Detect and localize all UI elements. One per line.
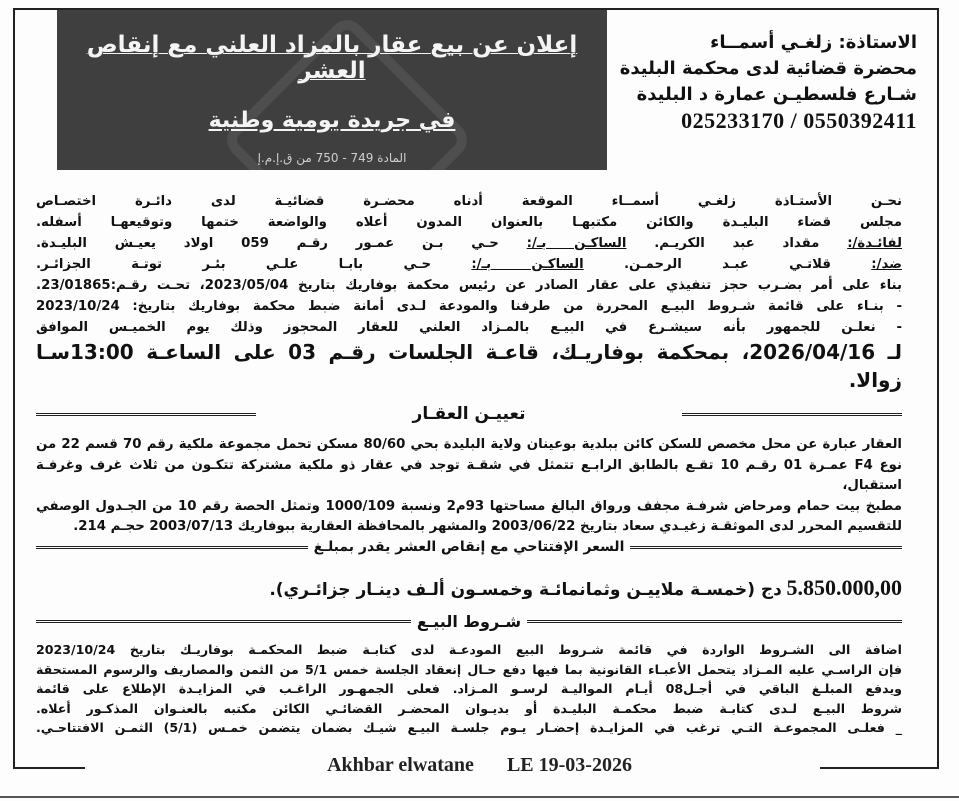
notice-title: إعلان عن بيع عقار بالمزاد العلني مع إنقاص العشر <box>86 32 578 84</box>
heading-rule <box>682 413 902 416</box>
procedure-line: - بنـاء على قائمة شـروط البيـع المحررة من طرفنا والمودعة لـدى أمانة ضبط محكمة بوفاريك بتاريخ: 2023/10/24 <box>36 299 902 314</box>
heading-rule <box>36 413 256 416</box>
conditions-line: _ فعلـى المجموعـة التـي ترغب في المزايـدة إحضـار يـوم جلسـة البيـع شيـك بضمان يتضمن خمـس (5/1) الثمـن الافتتاحـي. <box>36 720 902 736</box>
price-amount: 5.850.000,00 <box>786 575 902 600</box>
notice-subtitle: في جريدة يومية وطنية <box>208 108 456 133</box>
procedure-line: - نعلـن للجمهور بأنه سيشـرع في البيـع بالمـزاد العلني للعقار المحجوز وذلك يوم الخميـس الموافق <box>36 320 902 335</box>
price-line <box>36 575 902 602</box>
procedure-line: بناء على أمر بضـرب حجز تنفيذي على عقار الصادر عن رئيس محكمة بوفاريك بتاريخ 2023/05/04، تحـت رقـم:23/01865. <box>36 278 902 293</box>
conditions-line: شروط البيـع لـدى كتابـة ضبط محكمـة البليـدة أو بديـوان المحضـر القضائـي الكائن مكتبه بالعنـوان المذكـور أعلاه. <box>36 700 902 716</box>
property-line: العقار عبارة عن محل مخصص للسكن كائن ببلدية بوعينان ولاية البليدة بحي 80/60 مسكن تحمل مجموعة ملكية رقم 70 قسم 22 من <box>36 437 902 452</box>
price-heading: السعر الإفتتاحي مع إنقاص العشر يقدر بمبلـغ <box>313 539 625 555</box>
beneficiary-line <box>36 233 902 254</box>
auction-date-line: لـ 2026/04/16، بمحكمة بوفاريـك، قاعـة الجلسات رقـم 03 على الساعـة 13:00سـا زوالا. <box>36 340 903 392</box>
publication-footer <box>0 754 959 777</box>
price-heading-row <box>36 539 902 555</box>
property-line: للتقسيم المحرر لدى الموثقـة زغيـدي سعاد بتاريخ 2003/06/22 والمشهر بالمحافظة العقارية ببوفاريك 2003/07/13 حجـم 214. <box>73 519 902 534</box>
heading-rule <box>630 546 902 549</box>
beneficiary-label: لفائـدة/: <box>847 236 902 251</box>
against-line <box>36 254 902 275</box>
conditions-line: اضافة الى الشـروط الواردة في قائمة شـروط البيع المودعـة لدى كتابـة ضبط المحكمـة بوفاريـك بتاريخ 2023/10/24 <box>36 642 902 657</box>
bailiff-title: محضرة قضائية لدى محكمة البليدة <box>619 58 917 79</box>
conditions-heading-wrap <box>36 612 902 631</box>
conditions-heading-row <box>36 612 902 631</box>
newspaper-name: Akhbar elwatane <box>327 754 474 776</box>
against-resides-label: الساكـن بـ/: <box>471 257 584 272</box>
property-line: نوع F4 عمـرة 01 رقـم 10 تقـع بالطابق الرابـع تتمثل في شقـة توجد في عقار ذو ملكية مشتركة تتكـون من ثلاث غرف وغرفـة استقبال، <box>36 457 902 493</box>
beneficiary-resides-label: الساكـن بـ/: <box>526 236 627 251</box>
property-heading: تعييـن العقـار <box>412 404 526 424</box>
property-heading-wrap <box>36 404 902 424</box>
conditions-line: فإن الراسـي عليه المـزاد يتحمل الأعبـاء القانونية بما فيها دفع حـال إنعقاد الجلسة خمس 5/1 من الثمن والمصاريف والرسوم المستحقة <box>36 661 902 677</box>
legal-article-reference: المادة 749 - 750 من ق.إ.م.إ <box>257 151 407 165</box>
heading-rule <box>527 620 902 623</box>
heading-rule <box>36 546 308 549</box>
page-bottom-rule <box>0 796 959 798</box>
beneficiary-name: مقداد عبد الكريـم. <box>654 236 820 251</box>
price-amount-words: دج (خمسـة ملاييـن وثمانمائـة وخمسـون ألـف دينـار جزائـري). <box>269 580 782 600</box>
intro-line: نحـن الأستـاذة زلغـي أسمــاء الموقعة أدناه محضـرة قضائيـة لدى دائـرة اختصـاص <box>36 194 902 209</box>
intro-line: مجلس قضاء البليـدة والكائن مكتبهـا بالعنوان المدون أعلاه والواضعة ختمها وتوقيعهـا أسفله. <box>36 215 902 230</box>
bailiff-block <box>617 30 917 134</box>
conditions-section <box>36 640 902 738</box>
bailiff-name: الاستاذة: زلغـي أسمــاء <box>710 32 917 53</box>
property-heading-row <box>36 404 902 424</box>
against-address: حـي بابـا علـي بئـر توتـة الجزائـر. <box>36 257 432 272</box>
against-name: قلاتـي عبـد الرحمـن. <box>623 257 831 272</box>
bailiff-phones: 025233170 / 0550392411 <box>681 108 917 133</box>
heading-rule <box>36 620 411 623</box>
property-line: مطبخ بيت حمام ومرحاض شرفـة مجفف ورواق البالغ مساحتها 93م2 ونسبة 1000/109 وتمثل الحصة رقم 10 من الجـدول الوصفي <box>36 498 902 514</box>
price-heading-wrap <box>36 539 902 555</box>
bailiff-address: شـارع فلسطيـن عمارة د البليدة <box>636 84 917 105</box>
against-label: ضد/: <box>871 257 902 272</box>
conditions-heading: شـروط البيـع <box>416 612 522 631</box>
property-section <box>36 435 902 538</box>
intro-section <box>36 191 902 394</box>
conditions-line: ويدفع المبلـغ الباقي في أجـل08 أيـام المواليـة لرسـو المـزاد. فعلى الجمهـور الراغـب في المزايـدة الإطلاع على قائمة <box>36 681 902 697</box>
title-box <box>57 10 607 170</box>
beneficiary-address: حـي بـن عمـور رقـم 059 اولاد يعيـش البليـدة. <box>36 236 499 251</box>
publication-date: LE 19-03-2026 <box>506 754 632 776</box>
